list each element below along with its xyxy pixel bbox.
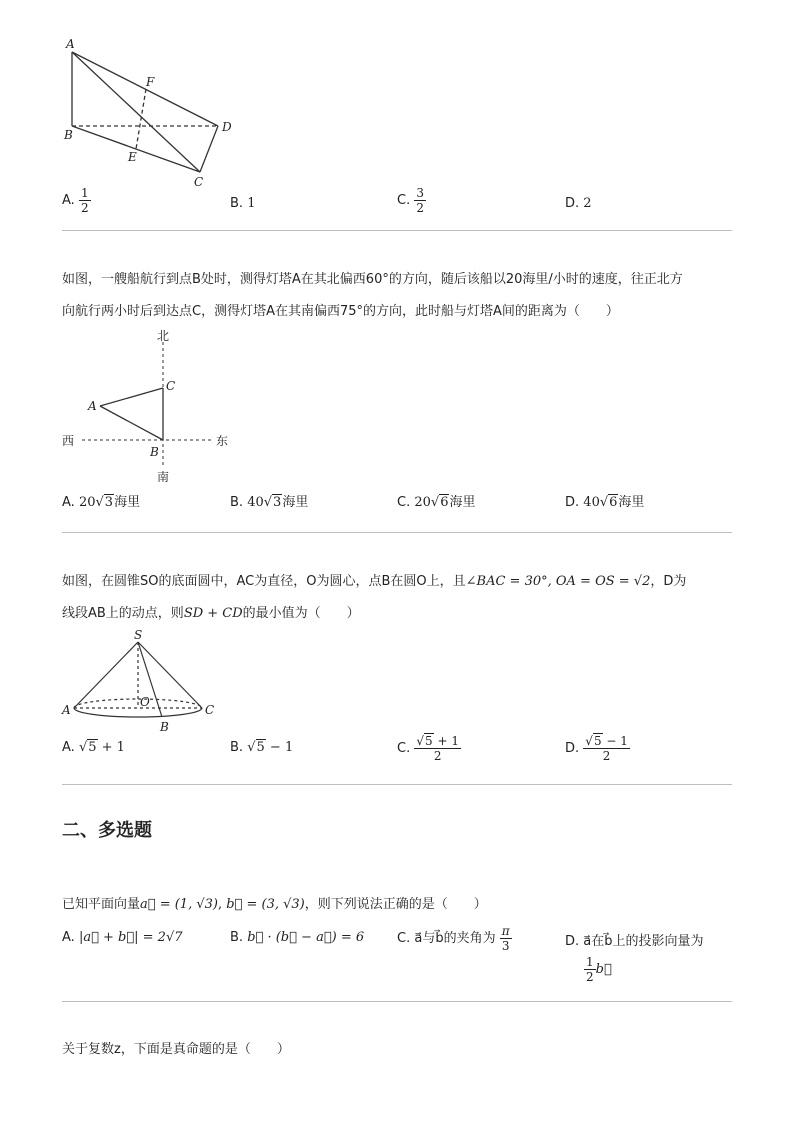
q3-stem-line2: 线段AB上的动点，则SD + CD的最小值为（ ） <box>62 606 360 621</box>
label-a: A <box>88 399 97 413</box>
label-c: C <box>194 175 204 189</box>
label-c: C <box>205 703 215 717</box>
q4-option-b[interactable]: B. b⃗ · (b⃗ − a⃗) = 6 <box>230 930 365 945</box>
q1-figure <box>60 34 260 194</box>
section-title: 二、多选题 <box>62 820 152 841</box>
divider <box>62 230 732 231</box>
label-d: D <box>222 120 232 134</box>
q2-option-a[interactable]: A. 20√3海里 <box>62 495 141 510</box>
q5-stem: 关于复数z，下面是真命题的是（ ） <box>62 1042 290 1057</box>
q2-option-c[interactable]: C. 20√6海里 <box>397 495 476 510</box>
divider <box>62 784 732 785</box>
q4-option-a[interactable]: A. |a⃗ + b⃗| = 2√7 <box>62 930 183 945</box>
q3-stem-line1: 如图，在圆锥SO的底面圆中，AC为直径，O为圆心，点B在圆O上，且∠BAC = 30°, OA = OS = √2，D为 <box>62 574 687 589</box>
divider <box>62 532 732 533</box>
compass-south: 南 <box>157 470 170 484</box>
q1-option-b[interactable]: B. 1 <box>230 196 256 211</box>
q1-option-a[interactable]: A. $\frac{1}{2}$ <box>62 186 89 215</box>
label-b: B <box>150 445 159 459</box>
q3-option-d[interactable]: D. $\frac{√5 - 1}{2}$ <box>565 734 628 763</box>
label-b: B <box>160 720 169 734</box>
label-s: S <box>134 628 143 642</box>
q3-cone-figure <box>60 628 220 736</box>
label-e: E <box>128 150 137 164</box>
q3-option-a[interactable]: A. √5 + 1 <box>62 740 125 755</box>
q1-option-d[interactable]: D. 2 <box>565 196 592 211</box>
compass-west: 西 <box>62 434 75 448</box>
label-a: A <box>62 703 71 717</box>
label-c: C <box>166 379 176 393</box>
q2-option-b[interactable]: B. 40√3海里 <box>230 495 309 510</box>
q1-option-c[interactable]: C. $\frac{3}{2}$ <box>397 186 424 215</box>
q4-option-c[interactable]: C. a⃗与b⃗的夹角为 $\frac{\pi}{3}$ <box>397 924 510 953</box>
q3-option-c[interactable]: C. $\frac{√5 + 1}{2}$ <box>397 734 459 763</box>
divider <box>62 1001 732 1002</box>
compass-north: 北 <box>157 329 170 343</box>
q4-option-d[interactable]: D. a⃗在b⃗上的投影向量为 <box>565 934 704 949</box>
label-b: B <box>64 128 73 142</box>
q2-figure <box>60 326 240 488</box>
q4-stem: 已知平面向量a⃗ = (1, √3), b⃗ = (3, √3)，则下列说法正确的是（ ） <box>62 897 487 912</box>
q2-option-d[interactable]: D. 40√6海里 <box>565 495 645 510</box>
label-f: F <box>146 75 155 89</box>
label-o: O <box>140 695 150 709</box>
q2-stem-line2: 向航行两小时后到达点C，测得灯塔A在其南偏西75°的方向，此时船与灯塔A间的距离为（ ） <box>62 304 619 319</box>
compass-east: 东 <box>216 434 229 448</box>
q4-option-d-value: $\frac{1}{2}$ b⃗ <box>586 955 612 984</box>
q3-option-b[interactable]: B. √5 − 1 <box>230 740 294 755</box>
label-a: A <box>66 37 75 51</box>
q2-stem-line1: 如图，一艘船航行到点B处时，测得灯塔A在其北偏西60°的方向，随后该船以20海里/小时的速度，往正北方 <box>62 272 683 287</box>
